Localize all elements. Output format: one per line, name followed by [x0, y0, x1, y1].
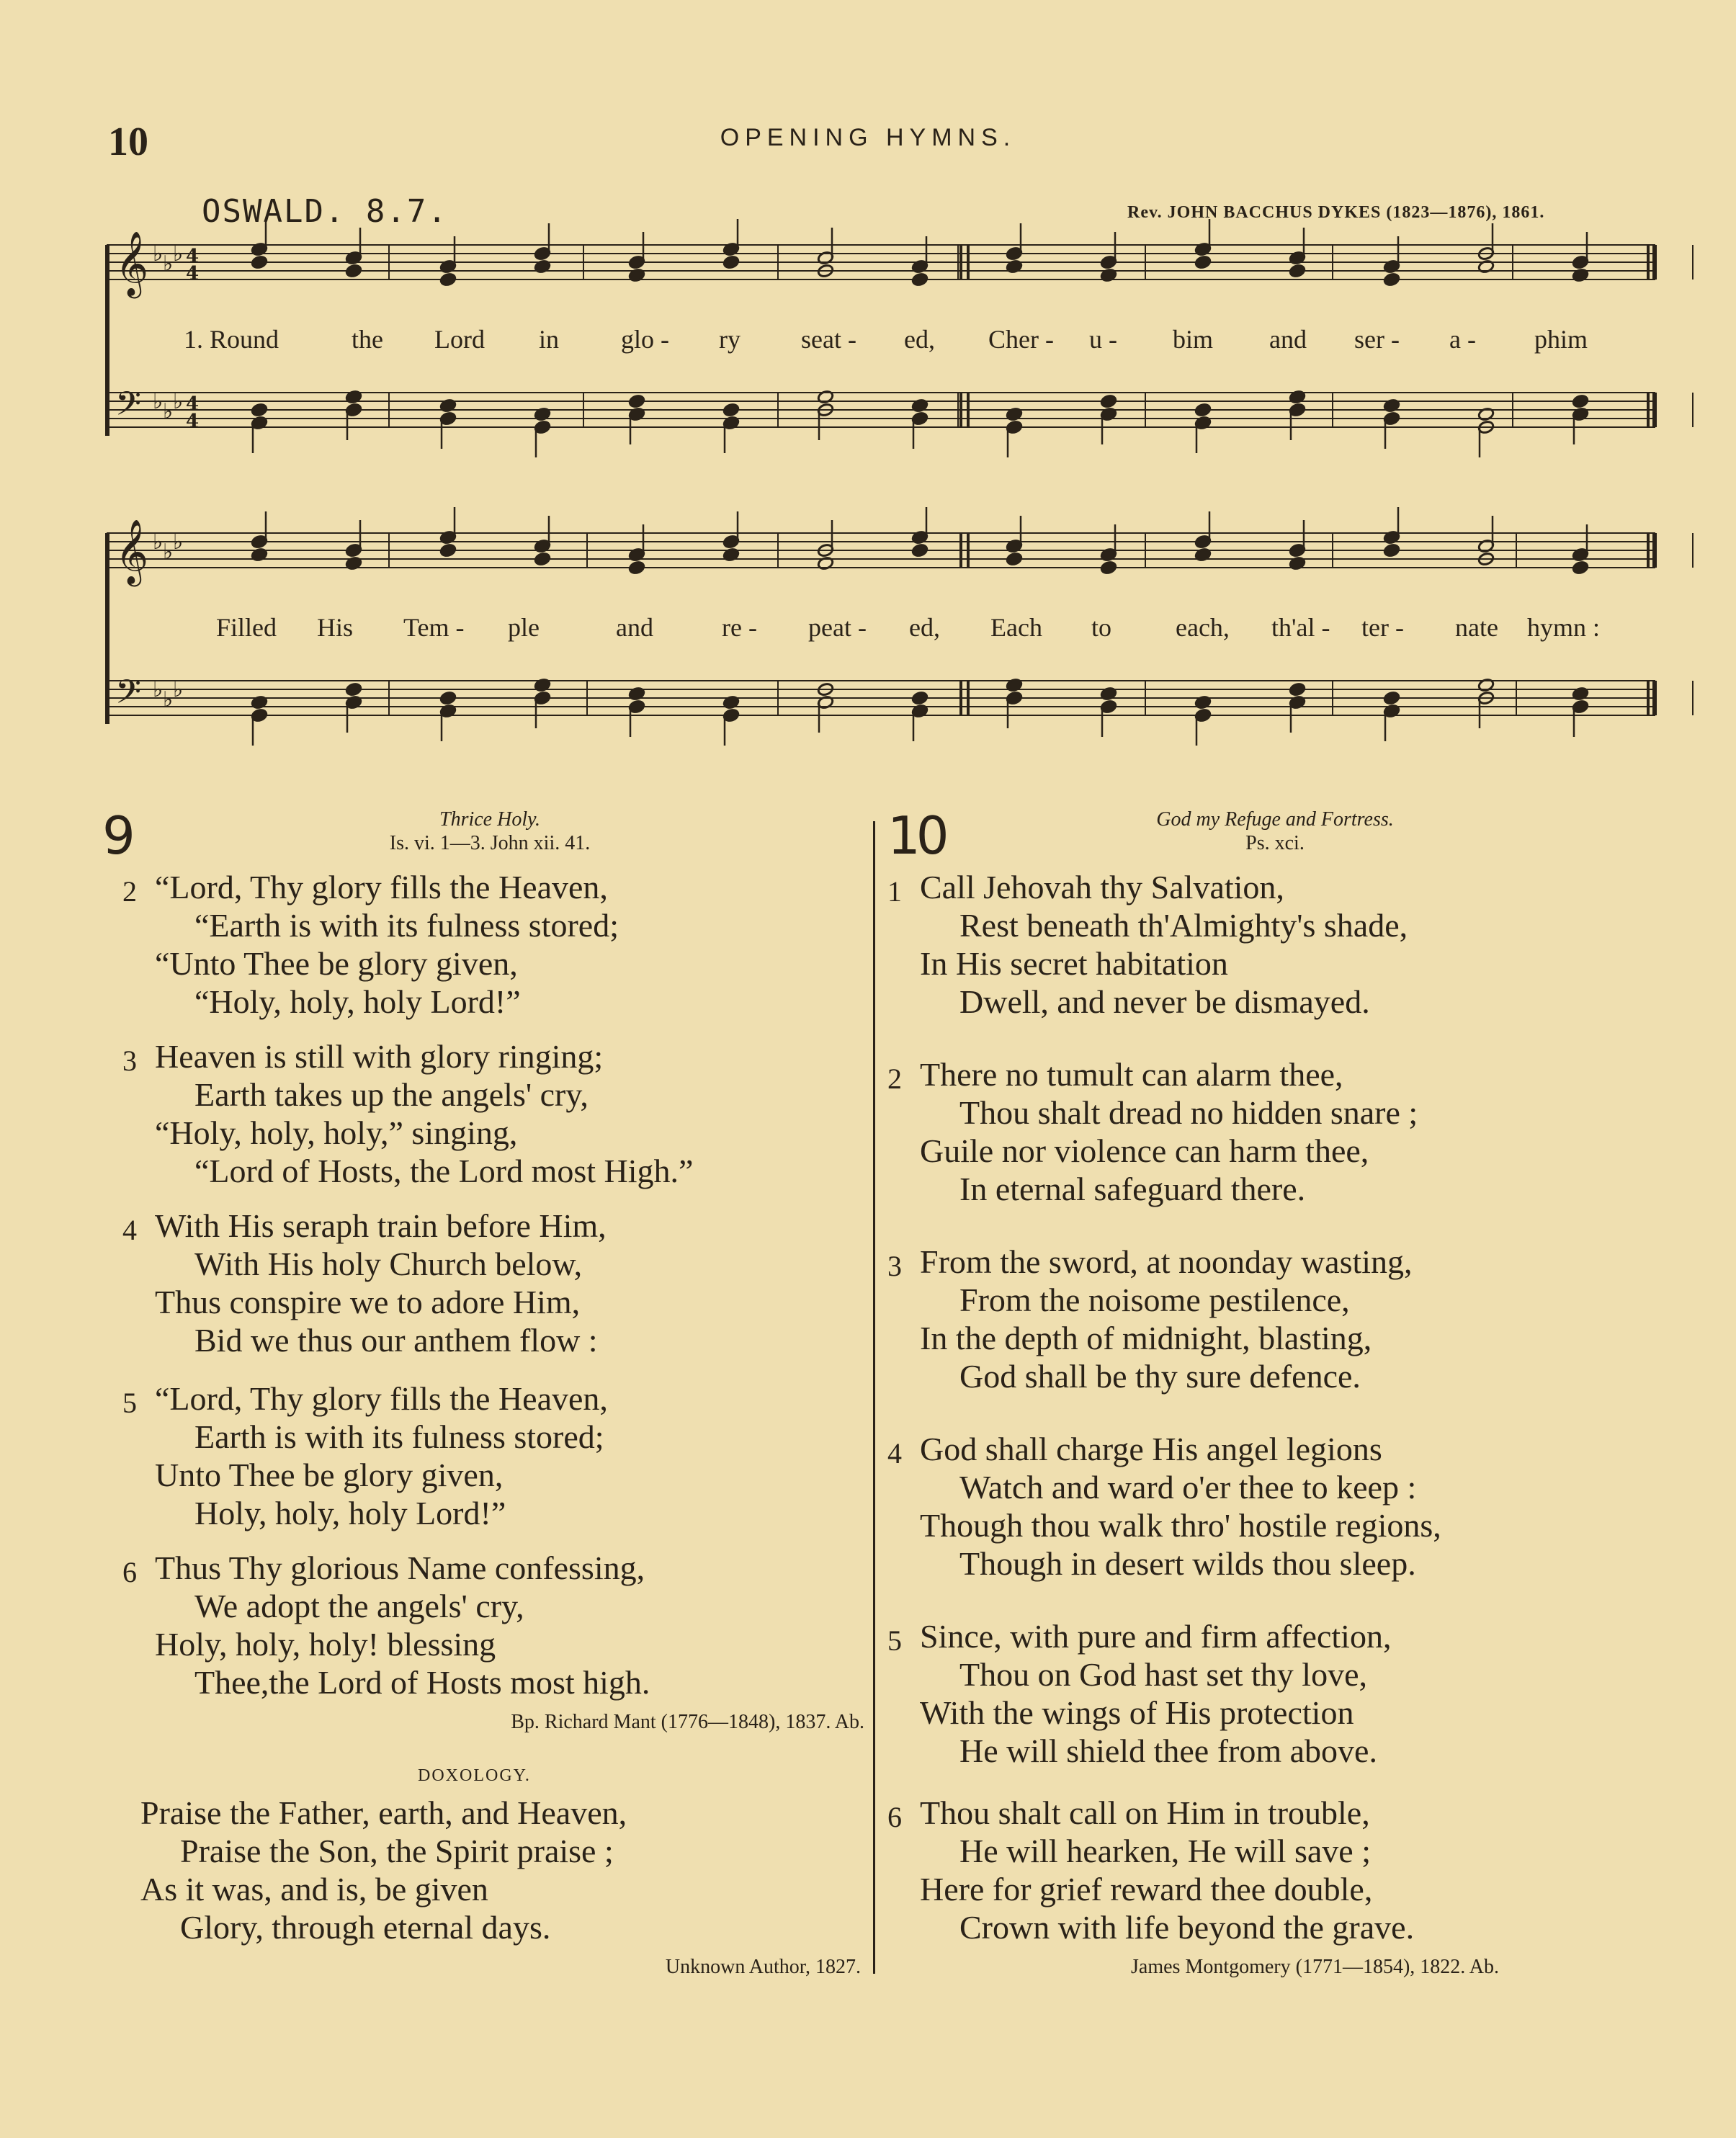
lyric-word: Lord — [434, 325, 485, 354]
final-bar — [1652, 681, 1657, 715]
verse-line: Earth is with its fulness stored; — [194, 1418, 604, 1455]
lyric-word: u - — [1089, 325, 1117, 354]
verse-line: “Lord of Hosts, the Lord most High.” — [194, 1153, 694, 1189]
lyric-word: ple — [508, 613, 540, 642]
flat-icon: ♭ — [163, 687, 174, 712]
double-bar — [967, 393, 970, 427]
hymn-10-number: 10 — [887, 805, 945, 866]
final-bar — [1652, 245, 1657, 279]
final-bar — [1647, 245, 1650, 279]
note-head — [439, 691, 457, 705]
verse-number: 4 — [887, 1437, 902, 1470]
time-signature: 4 — [186, 246, 200, 267]
note-head — [1194, 255, 1212, 269]
verse-line: Holy, holy, holy Lord!” — [194, 1495, 506, 1531]
verse-line: God shall be thy sure defence. — [959, 1358, 1361, 1395]
lyric-word: ry — [719, 325, 741, 354]
doxology-attribution: Unknown Author, 1827. — [665, 1956, 861, 1978]
double-bar — [959, 393, 962, 427]
note-head — [534, 552, 551, 566]
verse-number: 2 — [887, 1063, 902, 1095]
flat-icon: ♭ — [163, 399, 174, 424]
running-head: OPENING HYMNS. — [720, 124, 1016, 151]
lyric-word: Filled — [216, 613, 277, 642]
treble-clef-icon: 𝄞 — [115, 519, 149, 584]
final-bar — [1647, 681, 1650, 715]
note-head — [1572, 560, 1589, 575]
flat-icon: ♭ — [163, 251, 174, 277]
hymn-9-title: Thrice Holy. — [439, 808, 540, 831]
treble-clef-icon: 𝄞 — [115, 231, 149, 296]
note-head — [722, 255, 740, 269]
verse-line: Bid we thus our anthem flow : — [194, 1322, 598, 1359]
verse-line: Thou shalt dread no hidden snare ; — [959, 1094, 1418, 1131]
verse-line: Rest beneath th'Almighty's shade, — [959, 907, 1408, 944]
lyric-word: phim — [1534, 325, 1588, 354]
verse-2 — [122, 868, 879, 1026]
note-head — [628, 560, 645, 575]
verse-number: 5 — [122, 1387, 137, 1419]
lyric-word: Tem - — [403, 613, 465, 642]
final-bar — [1652, 393, 1657, 427]
flat-icon: ♭ — [163, 540, 174, 565]
verse-line: Though in desert wilds thou sleep. — [959, 1545, 1416, 1582]
verse-line: Unto Thee be glory given, — [155, 1457, 504, 1493]
verse-line: “Lord, Thy glory fills the Heaven, — [155, 869, 608, 905]
final-bar — [1647, 533, 1650, 568]
flat-icon: ♭ — [153, 529, 164, 555]
verse-number: 5 — [887, 1624, 902, 1657]
verse-line: “Holy, holy, holy,” singing, — [155, 1114, 518, 1151]
verse-5 — [122, 1379, 879, 1538]
verse-line: “Earth is with its fulness stored; — [194, 907, 619, 944]
lyric-word: to — [1091, 613, 1112, 642]
flat-icon: ♭ — [153, 241, 164, 267]
verse-3 — [887, 1243, 1644, 1401]
verse-line: Heaven is still with glory ringing; — [155, 1038, 604, 1075]
note-head — [439, 272, 457, 287]
hymn-10-reference: Ps. xci. — [1245, 832, 1305, 854]
verse-line: In His secret habitation — [920, 945, 1228, 982]
lyric-word: ser - — [1354, 325, 1400, 354]
note-head — [1194, 403, 1212, 417]
verse-line: We adopt the angels' cry, — [194, 1588, 524, 1624]
verse-line: Thou on God hast set thy love, — [959, 1656, 1367, 1693]
verse-line: Call Jehovah thy Salvation, — [920, 869, 1284, 905]
verse-number: 4 — [122, 1214, 137, 1246]
time-signature: 4 — [186, 393, 200, 415]
verse-line: From the noisome pestilence, — [959, 1282, 1350, 1318]
verse-line: Earth takes up the angels' cry, — [194, 1076, 589, 1113]
time-signature: 4 — [186, 411, 200, 432]
flat-icon: ♭ — [173, 677, 184, 702]
lyric-word: re - — [722, 613, 757, 642]
note-head — [722, 403, 740, 417]
hymn-9-reference: Is. vi. 1—3. John xii. 41. — [389, 832, 591, 854]
note-head — [251, 255, 268, 269]
note-head — [911, 272, 929, 287]
note-head — [1572, 394, 1589, 408]
lyrics-system-1 — [0, 324, 1736, 360]
verse-line: With His holy Church below, — [194, 1245, 583, 1282]
verse-number: 1 — [887, 875, 902, 908]
doxology-line: Glory, through eternal days. — [180, 1909, 551, 1946]
verse-line: Thou shalt call on Him in trouble, — [920, 1794, 1370, 1831]
note-head — [1100, 394, 1117, 408]
verse-line: Here for grief reward thee double, — [920, 1871, 1373, 1907]
verse-line: Guile nor violence can harm thee, — [920, 1132, 1369, 1169]
verse-1 — [887, 868, 1644, 1026]
lyric-word: Each — [990, 613, 1042, 642]
verse-line: “Holy, holy, holy Lord!” — [194, 983, 521, 1020]
bass-clef-icon: 𝄢 — [115, 673, 142, 720]
note-head — [1289, 264, 1306, 278]
hymn-9-attribution: Bp. Richard Mant (1776—1848), 1837. Ab. — [511, 1711, 864, 1733]
page-number: 10 — [108, 120, 148, 164]
lyric-word: bim — [1173, 325, 1214, 354]
verse-line: Dwell, and never be dismayed. — [959, 983, 1370, 1020]
verse-line: In the depth of midnight, blasting, — [920, 1320, 1372, 1356]
double-bar — [959, 681, 962, 715]
verse-line: There no tumult can alarm thee, — [920, 1056, 1343, 1093]
verse-line: From the sword, at noonday wasting, — [920, 1243, 1413, 1280]
verse-5 — [887, 1617, 1644, 1776]
verse-line: He will hearken, He will save ; — [959, 1833, 1371, 1869]
bass-clef-icon: 𝄢 — [115, 385, 142, 431]
lyric-word: 1. Round — [184, 325, 279, 354]
lyric-word: a - — [1449, 325, 1476, 354]
verse-number: 6 — [122, 1556, 137, 1588]
doxology-line: As it was, and is, be given — [140, 1871, 488, 1907]
doxology-line: Praise the Son, the Spirit praise ; — [180, 1833, 614, 1869]
final-bar — [1647, 393, 1650, 427]
verse-number: 6 — [887, 1801, 902, 1833]
verse-4 — [122, 1207, 879, 1365]
note-head — [251, 403, 268, 417]
verse-line: Holy, holy, holy! blessing — [155, 1626, 496, 1663]
double-bar — [967, 681, 970, 715]
double-bar — [967, 533, 970, 568]
flat-icon: ♭ — [173, 389, 184, 414]
verse-line: Since, with pure and firm affection, — [920, 1618, 1392, 1655]
flat-icon: ♭ — [173, 241, 184, 267]
verse-number: 3 — [122, 1045, 137, 1077]
lyric-word: nate — [1455, 613, 1498, 642]
lyric-word: and — [616, 613, 653, 642]
lyric-word: the — [352, 325, 383, 354]
note-head — [1383, 691, 1400, 705]
verse-line: Thee,the Lord of Hosts most high. — [194, 1664, 650, 1701]
lyric-word: in — [539, 325, 560, 354]
final-bar — [1652, 533, 1657, 568]
verse-3 — [122, 1037, 879, 1196]
verse-2 — [887, 1055, 1644, 1214]
flat-icon: ♭ — [173, 529, 184, 555]
lyric-word: His — [317, 613, 354, 642]
time-signature: 4 — [186, 263, 200, 285]
verse-line: With the wings of His protection — [920, 1694, 1354, 1731]
double-bar — [967, 245, 970, 279]
lyric-word: and — [1269, 325, 1307, 354]
verse-line: With His seraph train before Him, — [155, 1207, 607, 1244]
lyric-word: each, — [1176, 613, 1230, 642]
verse-line: Watch and ward o'er thee to keep : — [959, 1469, 1417, 1506]
lyric-word: ter - — [1361, 613, 1404, 642]
verse-6 — [122, 1549, 879, 1707]
note-head — [1289, 682, 1306, 697]
note-head — [1100, 560, 1117, 575]
composer-credit: Rev. JOHN BACCHUS DYKES (1823—1876), 1861. — [1127, 203, 1545, 222]
lyric-word: hymn : — [1527, 613, 1601, 642]
note-head — [345, 682, 362, 697]
note-head — [1383, 272, 1400, 287]
verse-line: In eternal safeguard there. — [959, 1171, 1306, 1207]
note-head — [345, 264, 362, 278]
note-head — [628, 394, 645, 408]
verse-line: Thus Thy glorious Name confessing, — [155, 1549, 645, 1586]
lyric-word: seat - — [801, 325, 856, 354]
lyric-word: ed, — [909, 613, 940, 642]
lyric-word: ed, — [904, 325, 935, 354]
verse-line: Crown with life beyond the grave. — [959, 1909, 1415, 1946]
note-head — [439, 543, 457, 558]
note-head — [911, 691, 929, 705]
verse-line: “Lord, Thy glory fills the Heaven, — [155, 1380, 608, 1417]
double-bar — [959, 533, 962, 568]
verse-line: God shall charge His angel legions — [920, 1431, 1382, 1467]
lyric-word: peat - — [808, 613, 867, 642]
doxology-line: Praise the Father, earth, and Heaven, — [140, 1794, 627, 1831]
hymn-9-number: 9 — [102, 805, 135, 866]
hymn-10-attribution: James Montgomery (1771—1854), 1822. Ab. — [1131, 1956, 1499, 1978]
hymn-10-title: God my Refuge and Fortress. — [1156, 808, 1394, 831]
tune-name: OSWALD. 8.7. — [202, 193, 448, 230]
flat-icon: ♭ — [153, 389, 164, 414]
double-bar — [959, 245, 962, 279]
lyric-word: th'al - — [1271, 613, 1330, 642]
doxology-heading: DOXOLOGY. — [418, 1766, 531, 1785]
flat-icon: ♭ — [153, 677, 164, 702]
music-score — [0, 0, 1736, 764]
lyric-word: Cher - — [988, 325, 1054, 354]
note-head — [1006, 552, 1023, 566]
verse-line: Though thou walk thro' hostile regions, — [920, 1507, 1441, 1544]
lyrics-system-2 — [0, 612, 1736, 648]
lyric-word: glo - — [621, 325, 669, 354]
verse-number: 3 — [887, 1250, 902, 1282]
verse-6 — [887, 1794, 1644, 1952]
verse-4 — [887, 1430, 1644, 1588]
verse-line: He will shield thee from above. — [959, 1732, 1377, 1769]
verse-number: 2 — [122, 875, 137, 908]
verse-line: Thus conspire we to adore Him, — [155, 1284, 581, 1320]
note-head — [1383, 543, 1400, 558]
verse-line: “Unto Thee be glory given, — [155, 945, 518, 982]
note-head — [911, 543, 929, 558]
